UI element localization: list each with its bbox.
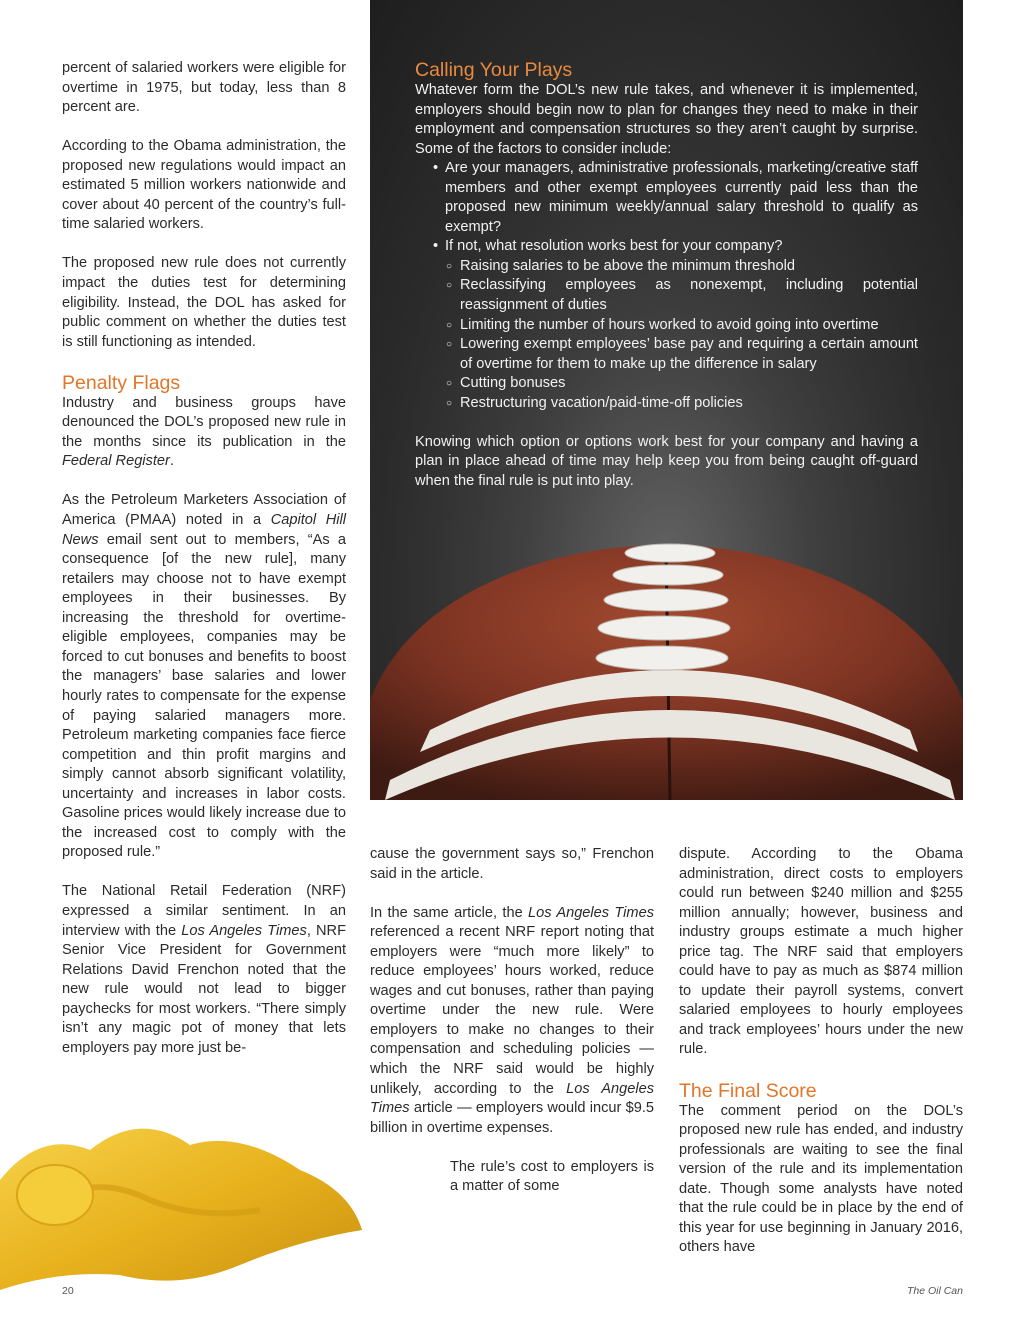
right-column bbox=[679, 845, 963, 1258]
list-item: • Are your managers, administrative professionals, marketing/creative staff members and other exempt employees currently paid less than the proposed new minimum weekly/annual salary threshold to qualify as exempt? bbox=[415, 159, 918, 237]
penalty-flag-image bbox=[0, 1090, 370, 1290]
list-item: ○ Cutting bonuses bbox=[415, 374, 918, 394]
list-item: ○ Restructuring vacation/paid-time-off policies bbox=[415, 394, 918, 414]
section-heading-calling-your-plays: Calling Your Plays bbox=[415, 59, 573, 81]
body-paragraph: According to the Obama administration, the proposed new regulations would impact an estimated 5 million workers nationwide and cover about 40 percent of the country’s full-time salaried workers. bbox=[62, 138, 346, 233]
body-paragraph: The comment period on the DOL’s proposed new rule has ended, and industry professionals are waiting to see the final version of the rule and its implementation date. Though some analysts have noted that the rule could be in place by the end of this year for use beginning in January 2016, others have bbox=[679, 1102, 963, 1256]
section-heading-the-final-score: The Final Score bbox=[679, 1079, 817, 1102]
sidebar-closing: Knowing which option or options work best for your company and having a plan in place ahead of time may help keep you from being caught off-guard when the final rule is put into play. bbox=[415, 433, 918, 489]
page-number: 20 bbox=[62, 1285, 74, 1297]
body-paragraph: Industry and business groups have denounced the DOL’s proposed new rule in the months since its publication in the Federal Register. bbox=[62, 394, 346, 470]
left-column bbox=[62, 59, 346, 1058]
middle-column bbox=[370, 845, 654, 1197]
body-paragraph: cause the government says so,” Frenchon said in the article. bbox=[370, 846, 654, 882]
list-item: • If not, what resolution works best for your company? bbox=[415, 237, 918, 257]
football-image-panel bbox=[370, 0, 963, 800]
body-paragraph: dispute. According to the Obama administration, direct costs to employers could run between $240 million and $255 million annually; however, business and industry groups estimate a much higher price tag. The NRF said that employers could have to pay as much as $874 million to update their payroll systems, convert salaried employees to hourly employees and track employees’ hours under the new rule. bbox=[679, 846, 963, 1058]
body-paragraph: The rule’s cost to employers is a matter of some bbox=[450, 1158, 654, 1195]
body-paragraph: As the Petroleum Marketers Association of America (PMAA) noted in a Capitol Hill News email sent out to members, “As a consequence [of the new rule], many retailers may choose not to have exempt employees in their businesses. By increasing the threshold for overtime-eligible employees, companies may be forced to cut bonuses and benefits to boost the managers’ base salaries and lower hourly rates to compensate for the expense of paying salaried managers more. Petroleum marketing companies face fierce competition and thin profit margins and simply cannot absorb significant volatility, uncertainty and increases in labor costs. Gasoline prices would likely increase due to the increased cost to comply with the proposed rule.” bbox=[62, 492, 346, 861]
body-paragraph: The proposed new rule does not currently impact the duties test for determining eligibility. Instead, the DOL has asked for public comment on whether the duties test is still functioning as intended. bbox=[62, 255, 346, 350]
flag-weight bbox=[17, 1165, 93, 1225]
list-item: ○ Reclassifying employees as nonexempt, including potential reassignment of duties bbox=[415, 276, 918, 315]
body-paragraph: In the same article, the Los Angeles Times referenced a recent NRF report noting that employers were “much more likely” to reduce employees’ hours worked, reduce wages and cut bonuses, rather than paying overtime under the new rule. Were employers to make no changes to their compensation and scheduling policies — which the NRF said would be highly unlikely, according to the Los Angeles Times article — employers would incur $9.5 billion in overtime expenses. bbox=[370, 904, 654, 1136]
list-item: ○ Lowering exempt employees’ base pay and requiring a certain amount of overtime for them to make up the difference in salary bbox=[415, 335, 918, 374]
sidebar-intro: Whatever form the DOL’s new rule takes, and whenever it is implemented, employers should begin now to plan for changes they need to make in their employment and compensation structures so they aren’t caught by surprise. Some of the factors to consider include: bbox=[415, 82, 918, 157]
list-item: ○ Limiting the number of hours worked to avoid going into overtime bbox=[415, 316, 918, 336]
body-paragraph: The National Retail Federation (NRF) expressed a similar sentiment. In an interview with the Los Angeles Times, NRF Senior Vice President for Government Relations David Frenchon noted that the new rule would not lead to bigger paychecks for most workers. “There simply isn’t any magic pot of money that lets employers pay more just be- bbox=[62, 883, 346, 1056]
sidebar-calling-your-plays bbox=[415, 59, 918, 491]
section-heading-penalty-flags: Penalty Flags bbox=[62, 371, 181, 394]
list-item: ○ Raising salaries to be above the minimum threshold bbox=[415, 257, 918, 277]
factor-list bbox=[415, 159, 918, 413]
body-paragraph: percent of salaried workers were eligible for overtime in 1975, but today, less than 8 percent are. bbox=[62, 60, 346, 116]
publication-name: The Oil Can bbox=[906, 1285, 963, 1297]
